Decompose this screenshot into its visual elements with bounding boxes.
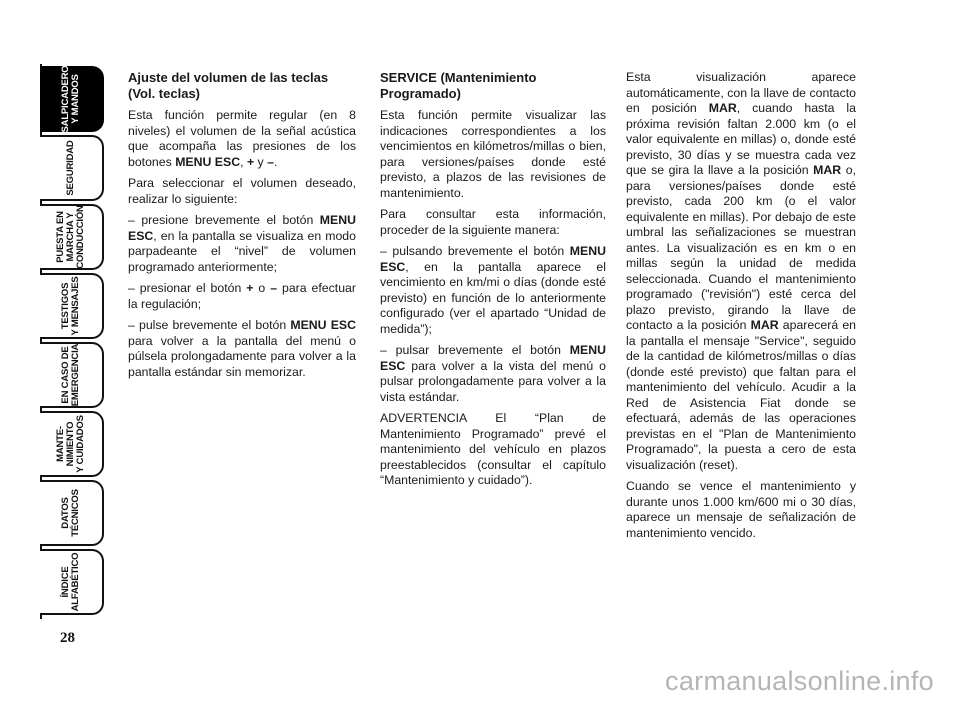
paragraph: Cuando se vence el mantenimiento y durante unos 1.000 km/600 mi o 30 días, aparece un mensaje de señalización de mantenimiento vencido.	[626, 479, 856, 540]
tab-label: SEGURIDAD	[65, 140, 76, 196]
paragraph: – pulse brevemente el botón MENU ESC para volver a la pantalla del menú o púlsela prolongadamente para volver a la pantalla estándar sin memorizar.	[128, 318, 356, 379]
column-service	[380, 70, 606, 495]
tab-label: EN CASO DE EMERGENCIA	[60, 343, 81, 407]
paragraph: – pulsando brevemente el botón MENU ESC, en la pantalla aparece el vencimiento en km/mi o días (donde esté previsto) en función de lo anteriormente configurado (ver el apartado “Unidad de medida”);	[380, 244, 606, 336]
paragraph: – pulsar brevemente el botón MENU ESC para volver a la vista del menú o pulsar prolongadamente para volver a la vista estándar.	[380, 343, 606, 404]
section-heading-volume: Ajuste del volumen de las teclas (Vol. teclas)	[128, 70, 329, 101]
tab-seguridad[interactable]	[40, 135, 104, 201]
paragraph: ADVERTENCIA El “Plan de Mantenimiento Programado” prevé el mantenimiento del vehículo en plazos preestablecidos (consultar el capítulo “Mantenimiento y cuidado”).	[380, 411, 606, 487]
chapter-tabs	[40, 66, 104, 618]
tab-label: TESTIGOS Y MENSAJES	[60, 276, 81, 336]
paragraph: Para seleccionar el volumen deseado, realizar lo siguiente:	[128, 176, 356, 206]
paragraph: – presionar el botón + o – para efectuar la regulación;	[128, 281, 356, 311]
paragraph: Para consultar esta información, proceder de la siguiente manera:	[380, 207, 606, 237]
paragraph: Esta función permite regular (en 8 niveles) el volumen de la señal acústica que acompaña las presiones de los botones MENU ESC, + y –.	[128, 108, 356, 169]
watermark: carmanualsonline.info	[665, 666, 934, 696]
tab-indice-alfabetico[interactable]	[40, 549, 104, 615]
tab-salpicadero-y-mandos[interactable]	[40, 66, 104, 132]
tab-label: ÍNDICE ALFABÉTICO	[60, 552, 81, 612]
section-heading-service: SERVICE (Mantenimiento Programado)	[380, 70, 537, 101]
paragraph: Esta función permite visualizar las indicaciones correspondientes a los vencimientos en kilómetros/millas o bien, para versiones/países donde esté previsto, a plazos de las revisiones de mantenimiento.	[380, 108, 606, 200]
page-number: 28	[60, 630, 75, 646]
tab-en-caso-de-emergencia[interactable]	[40, 342, 104, 408]
tab-label: MANTE- NIMIENTO Y CUIDADOS	[55, 415, 86, 473]
tab-label: DATOS TÉCNICOS	[60, 489, 81, 537]
tab-mantenimiento[interactable]	[40, 411, 104, 477]
tab-label: SALPICADERO Y MANDOS	[60, 65, 81, 133]
paragraph: – presione brevemente el botón MENU ESC, en la pantalla se visualiza en modo parpadeante el “nivel” de volumen programado anteriormente;	[128, 213, 356, 274]
tab-label: PUESTA EN MARCHA Y CONDUCCIÓN	[55, 205, 86, 269]
paragraph: Esta visualización aparece automáticamente, con la llave de contacto en posición MAR, cuando hasta la próxima revisión faltan 2.000 km (o el valor equivalente en millas) o, donde esté previsto, 30 días y se muestra cada vez que se gira la llave a la posición MAR o, para versiones/países donde esté previsto, cada 200 km (o el valor equivalente en millas). Por debajo de este umbral las señalizaciones se muestran antes. La visualización es en km o en millas según la unidad de medida seleccionada. Cuando el mantenimiento programado ("revisión") esté cerca del plazo previsto, girando la llave de contacto a la posición MAR aparecerá en la pantalla el mensaje "Service", seguido de la cantidad de kilómetros/millas o días (donde esté previsto) que faltan para el mantenimiento del vehículo. Acudir a la Red de Asistencia Fiat donde se efectuará, además de las operaciones previstas en el "Plan de Mantenimiento Programado", la puesta a cero de esta visualización (reset).	[626, 70, 856, 472]
tab-datos-tecnicos[interactable]	[40, 480, 104, 546]
tab-puesta-en-marcha[interactable]	[40, 204, 104, 270]
column-volume-keys	[128, 70, 356, 386]
column-service-continued	[626, 70, 856, 547]
tab-testigos-y-mensajes[interactable]	[40, 273, 104, 339]
